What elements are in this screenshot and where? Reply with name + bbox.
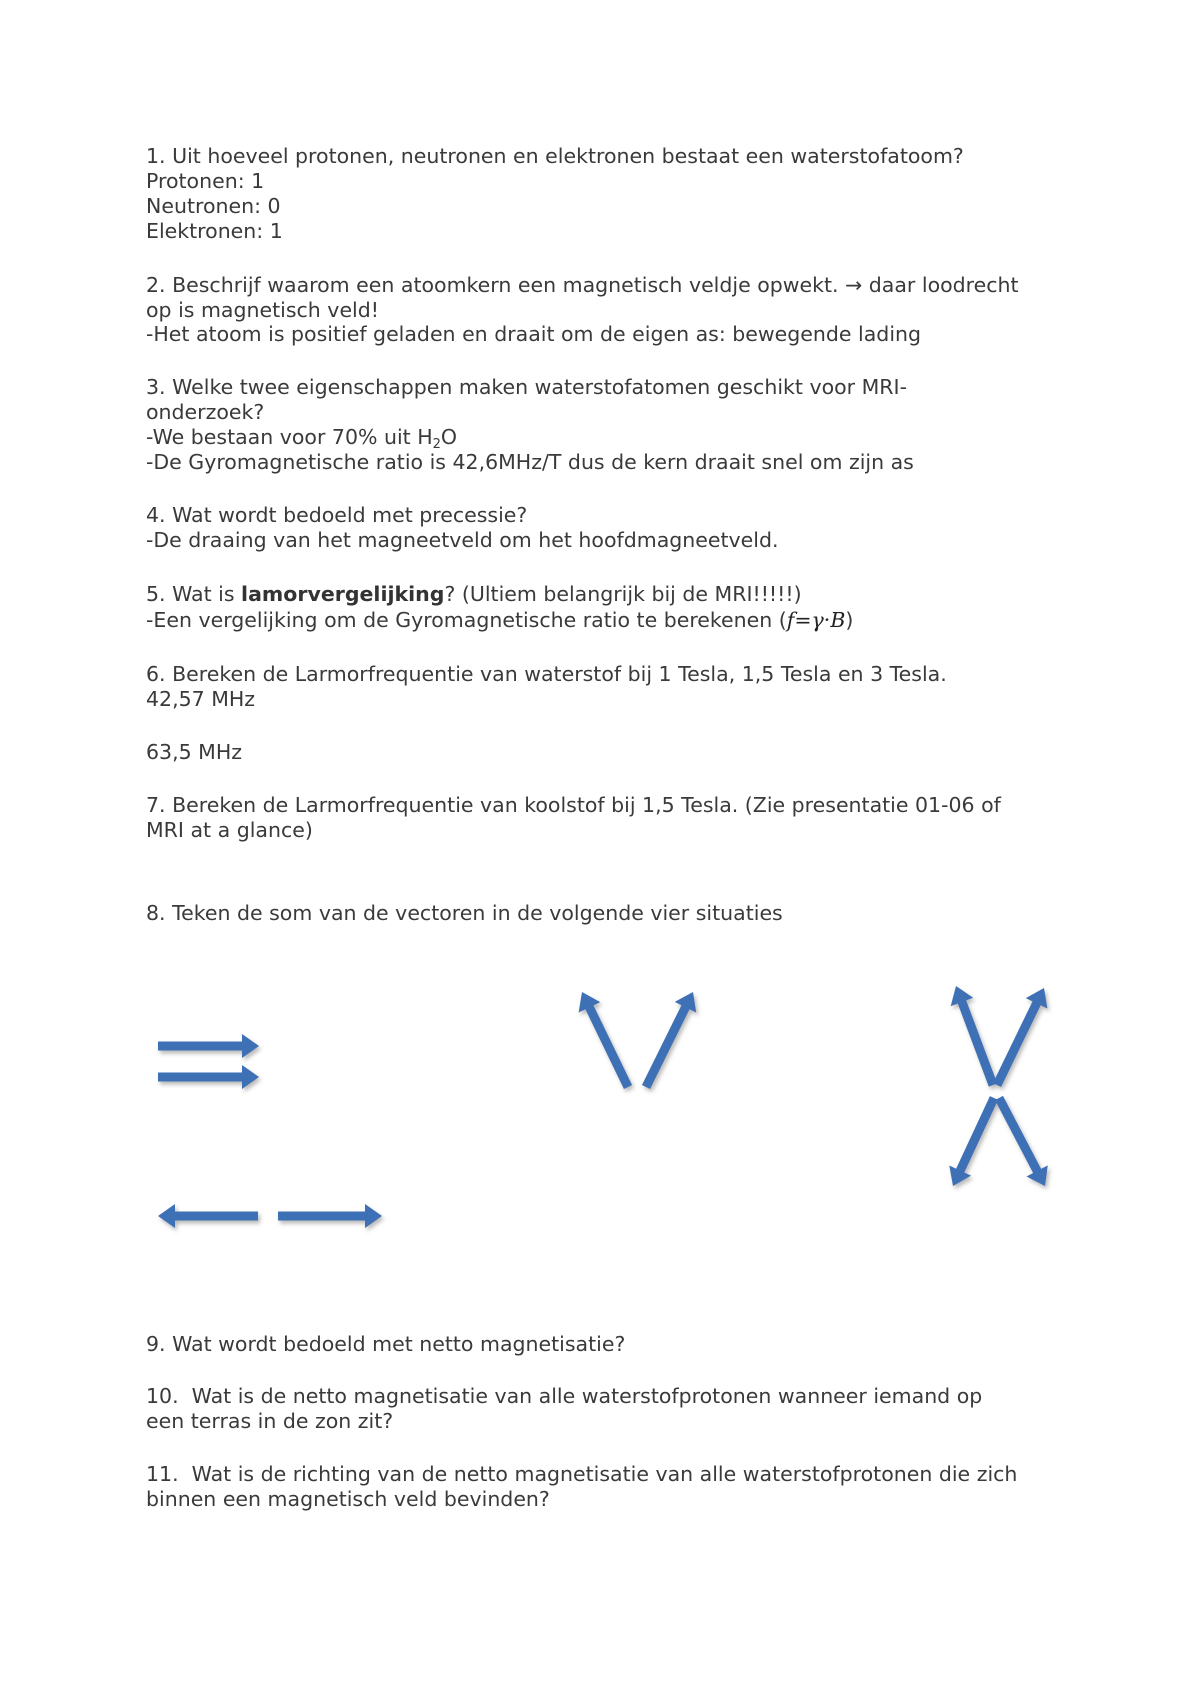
q6-question: 6. Bereken de Larmorfrequentie van waterstof bij 1 Tesla, 1,5 Tesla en 3 Tesla. [146,662,947,686]
q7-question-line1: 7. Bereken de Larmorfrequentie van koolstof bij 1,5 Tesla. (Zie presentatie 01-06 of [146,793,1001,817]
q2-answer: -Het atoom is positief geladen en draait om de eigen as: bewegende lading [146,322,922,346]
q2-question-line1: 2. Beschrijf waarom een atoomkern een magnetisch veldje opwekt. → daar loodrecht [146,273,1019,297]
q5-answer-suffix: ) [845,608,854,632]
vector-arrow-parallel-bottom [158,1065,259,1089]
q11-question-line2: binnen een magnetisch veld bevinden? [146,1487,550,1511]
q4-question: 4. Wat wordt bedoeld met precessie? [146,503,528,527]
q4-answer: -De draaing van het magneetveld om het hoofdmagneetveld. [146,528,779,552]
vector-arrow-x-down-left [949,1096,998,1186]
vector-arrow-v-left [579,992,632,1089]
vector-arrow-x-up-right [993,988,1047,1087]
q7-question-line2: MRI at a glance) [146,818,313,842]
q1-question: 1. Uit hoeveel protonen, neutronen en elektronen bestaat een waterstofatoom? [146,144,964,168]
q5-question-bold: lamorvergelijking [241,582,445,606]
q3-question-line2: onderzoek? [146,400,265,424]
q1-answer-electrons: Elektronen: 1 [146,219,283,243]
q5-answer-prefix: -Een vergelijking om de Gyromagnetische ratio te berekenen ( [146,608,787,632]
q3-answer1-suffix: O [440,425,458,449]
vector-arrow-opposite-right [278,1204,382,1228]
q6-answer2: 63,5 MHz [146,740,243,764]
larmor-formula: f=γ·B [786,608,846,632]
q10-question-line2: een terras in de zon zit? [146,1409,394,1433]
q2-question-line2: op is magnetisch veld! [146,298,379,322]
vector-arrow-v-right [642,992,696,1089]
vector-arrow-parallel-top [158,1034,259,1058]
q6-answer1: 42,57 MHz [146,687,256,711]
q9-question: 9. Wat wordt bedoeld met netto magnetisatie? [146,1332,626,1356]
q3-answer2: -De Gyromagnetische ratio is 42,6MHz/T dus de kern draait snel om zijn as [146,450,914,474]
vector-arrow-opposite-left [158,1204,258,1228]
q5-question-prefix: 5. Wat is [146,582,242,606]
q1-answer-neutrons: Neutronen: 0 [146,194,281,218]
q8-question: 8. Teken de som van de vectoren in de volgende vier situaties [146,901,783,925]
q10-question-line1: 10. Wat is de netto magnetisatie van alle waterstofprotonen wanneer iemand op [146,1384,983,1408]
q3-answer1-prefix: -We bestaan voor 70% uit H [146,425,433,449]
q1-answer-protons: Protonen: 1 [146,169,265,193]
q5-question-suffix: ? (Ultiem belangrijk bij de MRI!!!!!) [444,582,802,606]
q11-question-line1: 11. Wat is de richting van de netto magnetisatie van alle waterstofprotonen die zich [146,1462,1018,1486]
q3-answer1-subscript: 2 [432,437,441,452]
q3-question-line1: 3. Welke twee eigenschappen maken waterstofatomen geschikt voor MRI- [146,375,907,399]
vector-arrow-x-up-left [951,986,998,1087]
vector-arrow-x-down-right [995,1096,1048,1186]
